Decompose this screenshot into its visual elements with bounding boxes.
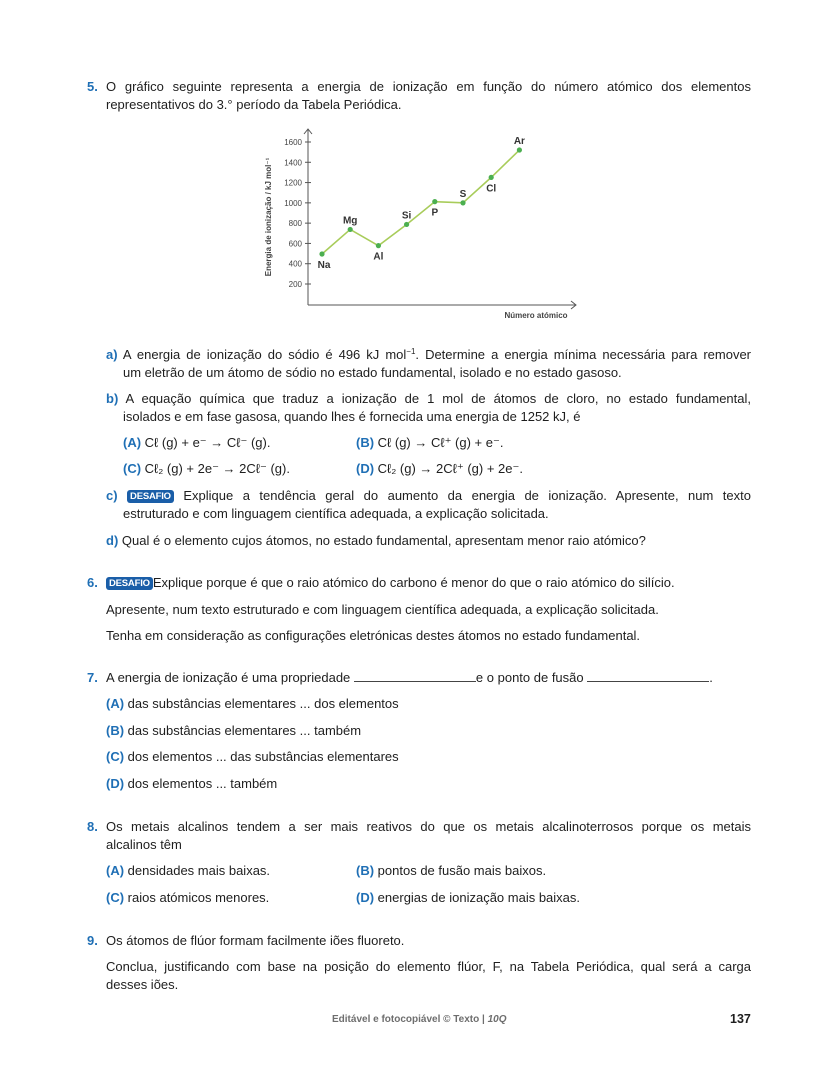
option-label: (D) (356, 461, 375, 476)
y-tick-label: 400 (288, 259, 302, 269)
q5d-label: d) (106, 533, 119, 548)
chart-series-line (322, 150, 519, 254)
y-tick-label: 1200 (284, 178, 302, 188)
q5c-label: c) (106, 488, 118, 503)
footer-copyright (332, 1014, 506, 1025)
option-label: (B) (106, 723, 125, 738)
footer-book-code: 10Q (487, 1014, 507, 1025)
x-axis-label: Número atómico (504, 311, 568, 320)
chart-point-labels (318, 136, 525, 271)
data-point-si (404, 222, 409, 227)
option-text: das substâncias elementares ... também (127, 723, 362, 738)
question-number-9: 9. (87, 933, 98, 948)
question-number-8: 8. (87, 819, 98, 834)
q6-text: Explique porque é que o raio atómico do carbono é menor do que o raio atómico do silício. (152, 575, 675, 590)
q7-stem (106, 669, 713, 687)
q7-option-d[interactable] (106, 775, 277, 793)
q7-option-c[interactable] (106, 748, 399, 766)
option-text: densidades mais baixas. (127, 863, 271, 878)
q5-intro-line1: O gráfico seguinte representa a energia de ionização em função do número atómico dos elementos (106, 79, 751, 94)
point-label-si: Si (401, 210, 412, 222)
question-number-7: 7. (87, 670, 98, 685)
option-label: (A) (106, 863, 125, 878)
option-label: (C) (106, 890, 125, 905)
question-number-5: 5. (87, 79, 98, 94)
q6-line2: Apresente, num texto estruturado e com linguagem científica adequada, a explicação solicitada. (106, 602, 659, 617)
option-text: dos elementos ... das substâncias elementares (127, 749, 399, 764)
option-text: Cℓ₂ (g) → 2Cℓ⁺ (g) + 2e⁻. (377, 461, 523, 476)
q5b-line1 (106, 390, 751, 408)
data-point-mg (348, 227, 353, 232)
q5b-label: b) (106, 391, 119, 406)
option-label: (C) (106, 749, 125, 764)
q5c-text: Explique a tendência geral do aumento da energia de ionização. Apresente, num texto (183, 488, 751, 503)
option-label: (D) (106, 776, 125, 791)
q7-stem-end: . (709, 670, 713, 685)
q5a-line2: um eletrão de um átomo de sódio no estado fundamental, isolado e no estado gasoso. (123, 365, 622, 380)
y-tick-label: 1400 (284, 158, 302, 168)
data-point-cl (489, 175, 494, 180)
option-label: (B) (356, 435, 375, 450)
q5a-line1 (106, 346, 751, 364)
footer-text: Editável e fotocopiável © Texto | (332, 1014, 488, 1025)
option-text: pontos de fusão mais baixos. (377, 863, 547, 878)
q7-blank-1[interactable] (354, 669, 476, 682)
q5b-option-d[interactable] (356, 460, 523, 478)
point-label-al: Al (373, 251, 384, 263)
chart-svg (255, 125, 585, 325)
q5b-text: A equação química que traduz a ionização de 1 mol de átomos de cloro, no estado fundamental, (125, 391, 752, 406)
point-label-ar: Ar (513, 136, 525, 148)
q5b-line2: isolados e em fase gasosa, quando lhes é fornecida uma energia de 1252 kJ, é (123, 409, 581, 424)
q8-option-b[interactable] (356, 862, 546, 880)
q7-option-a[interactable] (106, 695, 399, 713)
q8-line1: Os metais alcalinos tendem a ser mais reativos do que os metais alcalinoterrosos porque os metais (106, 819, 751, 834)
option-label: (D) (356, 890, 375, 905)
y-tick-label: 800 (288, 219, 302, 229)
option-text: Cℓ (g) + e⁻ → Cℓ⁻ (g). (144, 435, 271, 450)
q8-option-d[interactable] (356, 889, 580, 907)
q5c-line2: estruturado e com linguagem científica adequada, a explicação solicitada. (123, 506, 549, 521)
data-point-ar (517, 147, 522, 152)
data-point-al (376, 243, 381, 248)
option-text: dos elementos ... também (127, 776, 278, 791)
y-tick-label: 1600 (284, 138, 302, 147)
option-text: Cℓ (g) → Cℓ⁺ (g) + e⁻. (377, 435, 504, 450)
q5a-text-post: . Determine a energia mínima necessária para remover (415, 347, 752, 362)
y-tick-label: 200 (288, 280, 302, 289)
desafio-badge: DESAFIO (106, 577, 153, 590)
q5-intro-line2: representativos do 3.° período da Tabela Periódica. (106, 97, 402, 112)
option-text: energias de ionização mais baixas. (377, 890, 581, 905)
option-text: Cℓ₂ (g) + 2e⁻ → 2Cℓ⁻ (g). (144, 461, 290, 476)
option-label: (A) (123, 435, 142, 450)
ionization-energy-chart (255, 125, 585, 325)
q5a-superscript: −1 (406, 347, 416, 356)
y-tick-label: 600 (288, 239, 302, 249)
q7-option-b[interactable] (106, 722, 361, 740)
q5b-option-a[interactable] (123, 434, 270, 452)
q6-line3: Tenha em consideração as configurações eletrónicas destes átomos no estado fundamental. (106, 628, 641, 643)
data-point-s (460, 200, 465, 205)
option-label: (C) (123, 461, 142, 476)
q5d-line (106, 532, 646, 550)
q8-option-c[interactable] (106, 889, 269, 907)
q5b-option-b[interactable] (356, 434, 503, 452)
q5c-line1 (106, 487, 751, 505)
q5a-label: a) (106, 347, 118, 362)
y-axis-ticks (284, 138, 311, 289)
point-label-cl: Cl (486, 183, 497, 195)
chart-data-points (319, 147, 522, 256)
option-text: raios atómicos menores. (127, 890, 270, 905)
q5b-option-c[interactable] (123, 460, 290, 478)
point-label-p: P (431, 207, 439, 219)
desafio-badge: DESAFIO (127, 490, 174, 503)
point-label-na: Na (317, 259, 331, 271)
q9-line2: Conclua, justificando com base na posição do elemento flúor, F, na Tabela Periódica, qual será a carga (106, 959, 751, 974)
q8-option-a[interactable] (106, 862, 270, 880)
option-label: (A) (106, 696, 125, 711)
page-number: 137 (730, 1012, 751, 1026)
point-label-mg: Mg (342, 215, 358, 227)
option-label: (B) (356, 863, 375, 878)
q7-blank-2[interactable] (587, 669, 709, 682)
question-number-6: 6. (87, 575, 98, 590)
q5a-text-pre: A energia de ionização do sódio é 496 kJ mol (122, 347, 407, 362)
data-point-na (319, 251, 324, 256)
y-axis-label: Energia de ionização / kJ mol⁻¹ (264, 157, 273, 277)
q8-line2: alcalinos têm (106, 837, 182, 852)
q9-line1: Os átomos de flúor formam facilmente iões fluoreto. (106, 933, 405, 948)
q7-stem-part1: A energia de ionização é uma propriedade (106, 670, 351, 685)
data-point-p (432, 199, 437, 204)
q9-line3: desses iões. (106, 977, 179, 992)
y-tick-label: 1000 (284, 198, 302, 208)
q7-stem-part2: e o ponto de fusão (475, 670, 584, 685)
point-label-s: S (459, 188, 467, 200)
q5d-text: Qual é o elemento cujos átomos, no estado fundamental, apresentam menor raio atómico? (121, 533, 646, 548)
q6-line1 (106, 574, 675, 592)
option-text: das substâncias elementares ... dos elementos (127, 696, 399, 711)
